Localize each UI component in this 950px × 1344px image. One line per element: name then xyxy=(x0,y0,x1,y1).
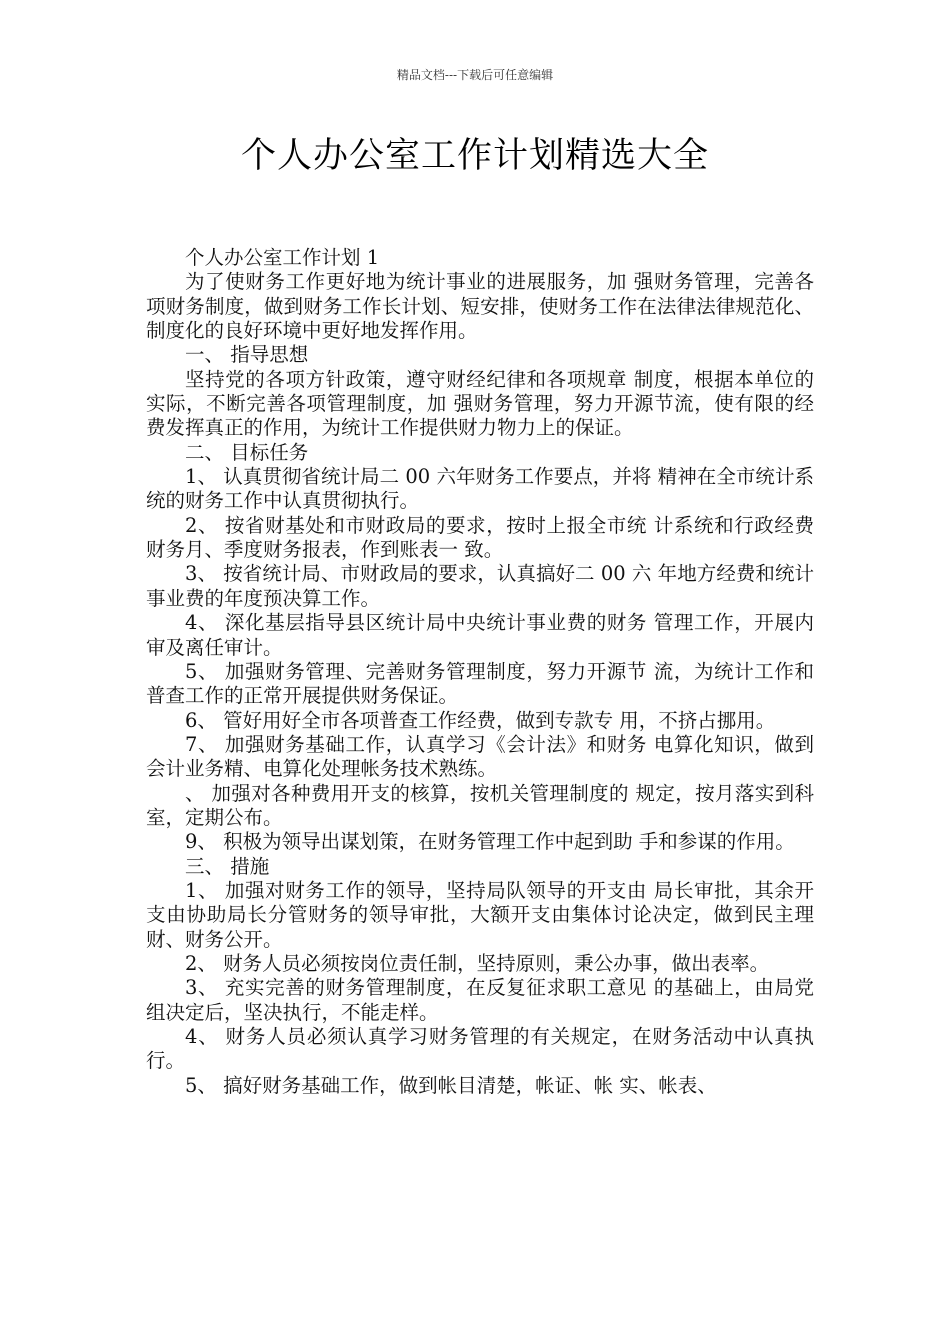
list-item: 1、 加强对财务工作的领导，坚持局队领导的开支由 局长审批，其余开支由协助局长分管财务的领导审批，大额开支由集体讨论决定，做到民主理财、财务公开。 xyxy=(146,878,814,951)
paragraph: 坚持党的各项方针政策，遵守财经纪律和各项规章 制度，根据本单位的实际，不断完善各项管理制度，加 强财务管理，努力开源节流，使有限的经费发挥真正的作用，为统计工作提供财力物力上的保证。 xyxy=(146,367,814,440)
list-item: 4、 深化基层指导县区统计局中央统计事业费的财务 管理工作，开展内审及离任审计。 xyxy=(146,611,814,659)
list-item: 3、 充实完善的财务管理制度，在反复征求职工意见 的基础上，由局党组决定后，坚决执行，不能走样。 xyxy=(146,976,814,1024)
list-item: 9、 积极为领导出谋划策，在财务管理工作中起到助 手和参谋的作用。 xyxy=(185,830,795,854)
section-heading: 一、 指导思想 xyxy=(185,343,309,367)
list-item: 5、 搞好财务基础工作，做到帐目清楚，帐证、帐 实、帐表、 xyxy=(185,1073,717,1097)
list-item: 2、 财务人员必须按岗位责任制，坚持原则，秉公办事，做出表率。 xyxy=(185,951,770,975)
document-title: 个人办公室工作计划精选大全 xyxy=(240,136,709,176)
list-item: 6、 管好用好全市各项普查工作经费，做到专款专 用，不挤占挪用。 xyxy=(185,708,776,732)
list-item: 2、 按省财基处和市财政局的要求，按时上报全市统 计系统和行政经费财务月、季度财务报表，作到账表一 致。 xyxy=(146,513,814,562)
section-heading: 个人办公室工作计划 1 xyxy=(185,246,380,269)
document-body xyxy=(146,246,814,1098)
section-heading: 二、 目标任务 xyxy=(185,440,309,464)
list-item: 、 加强对各种费用开支的核算，按机关管理制度的 规定，按月落实到科室，定期公布。 xyxy=(146,781,814,829)
page-header: 精品文档---下载后可任意编辑 xyxy=(396,68,554,82)
list-item: 1、 认真贯彻省统计局二 00 六年财务工作要点，并将 精神在全市统计系统的财务工作中认真贯彻执行。 xyxy=(146,465,814,513)
section-heading: 三、 措施 xyxy=(185,854,270,878)
list-item: 3、 按省统计局、市财政局的要求，认真搞好二 00 六 年地方经费和统计事业费的年度预决算工作。 xyxy=(146,562,814,610)
paragraph: 为了使财务工作更好地为统计事业的进展服务，加 强财务管理，完善各项财务制度，做到财务工作长计划、短安排，使财务工作在法律法律规范化、制度化的良好环境中更好地发挥作用。 xyxy=(146,270,814,343)
list-item: 7、 加强财务基础工作，认真学习《会计法》和财务 电算化知识，做到会计业务精、电算化处理帐务技术熟练。 xyxy=(146,732,814,781)
list-item: 4、 财务人员必须认真学习财务管理的有关规定，在财务活动中认真执行。 xyxy=(146,1025,814,1073)
list-item: 5、 加强财务管理、完善财务管理制度，努力开源节 流，为统计工作和普查工作的正常开展提供财务保证。 xyxy=(146,659,814,708)
